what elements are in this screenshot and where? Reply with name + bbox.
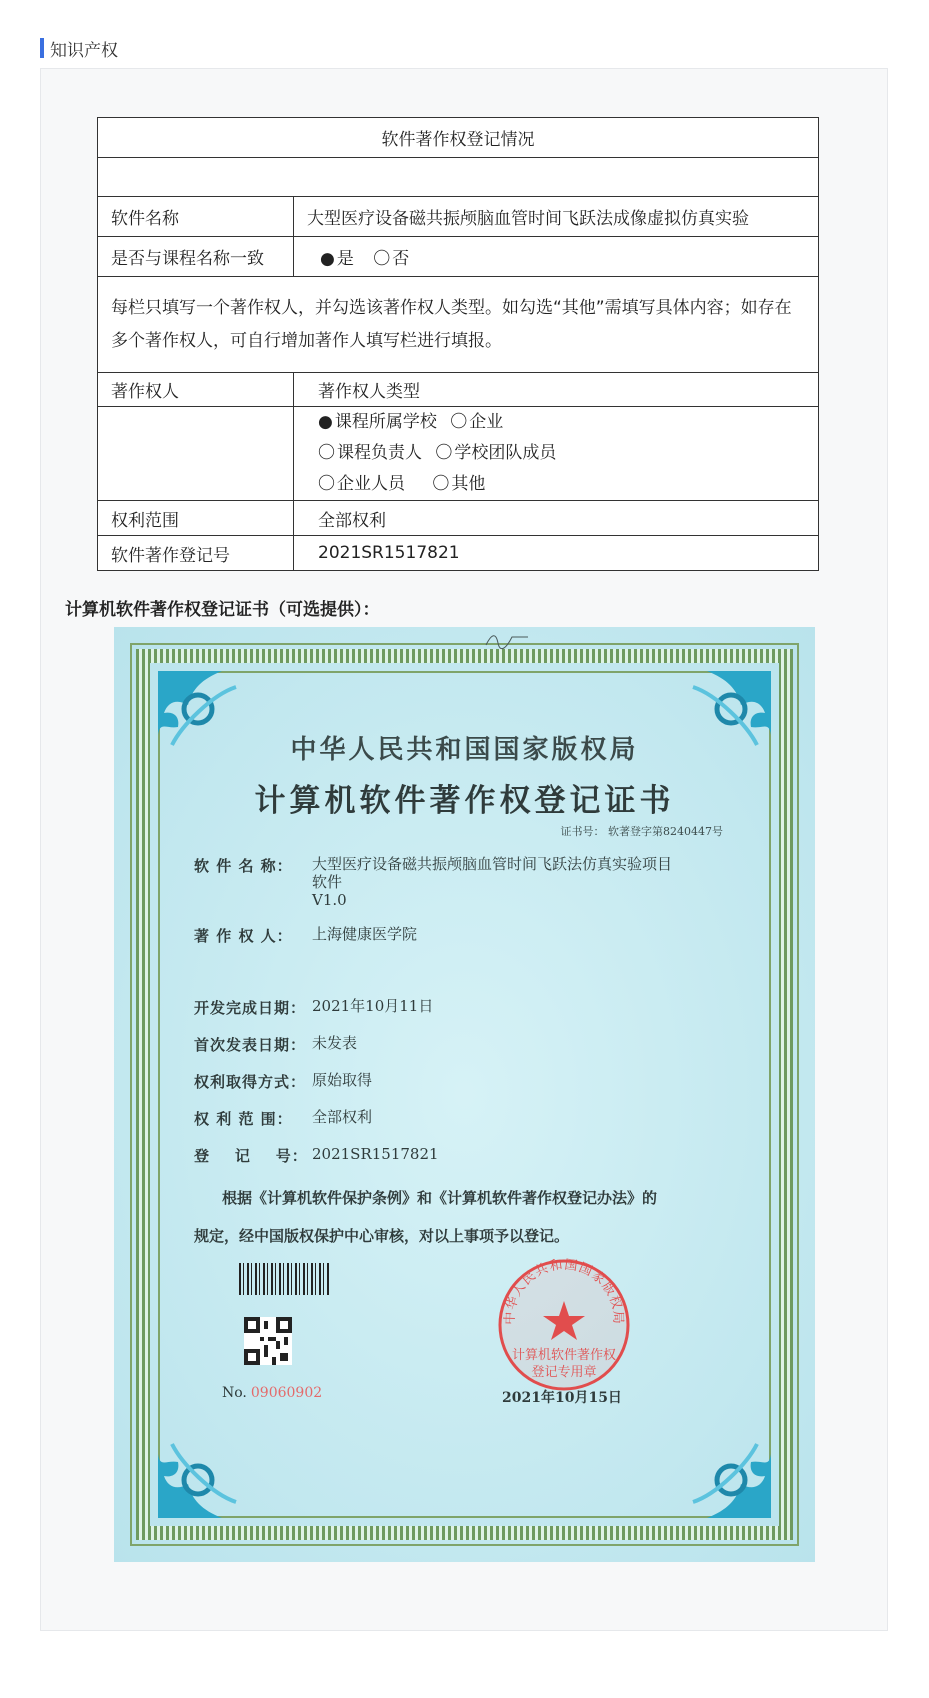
certificate-issuer: 中华人民共和国国家版权局 xyxy=(290,735,639,765)
radio-course-leader[interactable]: 〇 课程负责人 xyxy=(318,443,422,463)
corner-ornament-icon xyxy=(152,665,272,785)
certificate-title: 计算机软件著作权登记证书 xyxy=(254,783,675,819)
consistency-label: 是否与课程名称一致 xyxy=(98,237,294,277)
cert-field-software-name: 软 件 名 称： 大型医疗设备磁共振颅脑血管时间飞跃法仿真实验项目软件 V1.0 xyxy=(194,855,673,909)
section-title: 知识产权 xyxy=(50,40,118,61)
barcode-icon xyxy=(239,1263,331,1295)
radio-no[interactable]: 〇 否 xyxy=(373,249,410,269)
consistency-options xyxy=(294,237,819,277)
corner-ornament-icon xyxy=(657,1404,777,1524)
serial-number: No. 09060902 xyxy=(222,1385,323,1401)
seal-text-line1: 计算机软件著作权 xyxy=(511,1348,616,1363)
software-name-value: 大型医疗设备磁共振颅脑血管时间飞跃法成像虚拟仿真实验 xyxy=(294,197,819,237)
certificate-image xyxy=(114,627,815,1562)
instruction-note: 每栏只填写一个著作权人，并勾选该著作权人类型。如勾选“其他”需填写具体内容；如存在多个著作权人，可自行增加著作人填写栏进行填报。 xyxy=(98,277,819,373)
certificate-number: 证书号： 软著登字第8240447号 xyxy=(560,825,723,838)
software-name-label: 软件名称 xyxy=(98,197,294,237)
cert-field-rights-scope: 权 利 范 围： 全部权利 xyxy=(194,1108,373,1128)
owner-value-cell xyxy=(98,407,294,501)
radio-team-member[interactable]: 〇 学校团队成员 xyxy=(435,443,557,463)
cert-field-owner: 著 作 权 人： 上海健康医学院 xyxy=(194,925,418,945)
owner-type-label: 著作权人类型 xyxy=(294,373,819,407)
cert-field-publish-date: 首次发表日期： 未发表 xyxy=(194,1034,358,1054)
official-seal-icon xyxy=(494,1255,634,1395)
radio-course-school[interactable]: ● 课程所属学校 xyxy=(318,412,437,432)
radio-enterprise[interactable]: 〇 企业 xyxy=(450,412,504,432)
radio-yes[interactable]: ● 是 xyxy=(320,249,354,269)
owner-type-options xyxy=(294,407,819,501)
copyright-registration-table xyxy=(97,117,819,571)
radio-other[interactable]: 〇 其他 xyxy=(432,474,486,494)
corner-ornament-icon xyxy=(657,665,777,785)
owner-label: 著作权人 xyxy=(98,373,294,407)
qr-code-icon xyxy=(244,1317,292,1365)
corner-ornament-icon xyxy=(152,1404,272,1524)
blank-row xyxy=(98,158,819,197)
cert-paragraph-line1: 根据《计算机软件保护条例》和《计算机软件著作权登记办法》的 xyxy=(222,1189,658,1207)
ip-panel xyxy=(40,68,888,1631)
cert-field-acquisition: 权利取得方式： 原始取得 xyxy=(194,1071,373,1091)
table-title: 软件著作权登记情况 xyxy=(98,118,819,158)
radio-enterprise-staff[interactable]: 〇 企业人员 xyxy=(318,474,405,494)
section-accent-bar xyxy=(40,38,44,58)
section-header xyxy=(40,38,118,61)
reg-no-value: 2021SR1517821 xyxy=(294,536,819,571)
certificate-caption: 计算机软件著作权登记证书（可选提供）： xyxy=(65,600,380,620)
cert-paragraph-line2: 规定，经中国版权保护中心审核，对以上事项予以登记。 xyxy=(194,1227,570,1245)
rights-scope-value: 全部权利 xyxy=(294,501,819,536)
reg-no-label: 软件著作登记号 xyxy=(98,536,294,571)
rights-scope-label: 权利范围 xyxy=(98,501,294,536)
signature-mark xyxy=(482,629,532,651)
cert-field-reg-no: 登 记 号： 2021SR1517821 xyxy=(194,1145,439,1165)
seal-text-line2: 登记专用章 xyxy=(531,1365,597,1380)
svg-text:中华人民共和国国家版权局: 中华人民共和国国家版权局 xyxy=(502,1257,626,1325)
cert-field-dev-date: 开发完成日期： 2021年10月11日 xyxy=(194,997,434,1017)
issue-date: 2021年10月15日 xyxy=(502,1390,622,1406)
